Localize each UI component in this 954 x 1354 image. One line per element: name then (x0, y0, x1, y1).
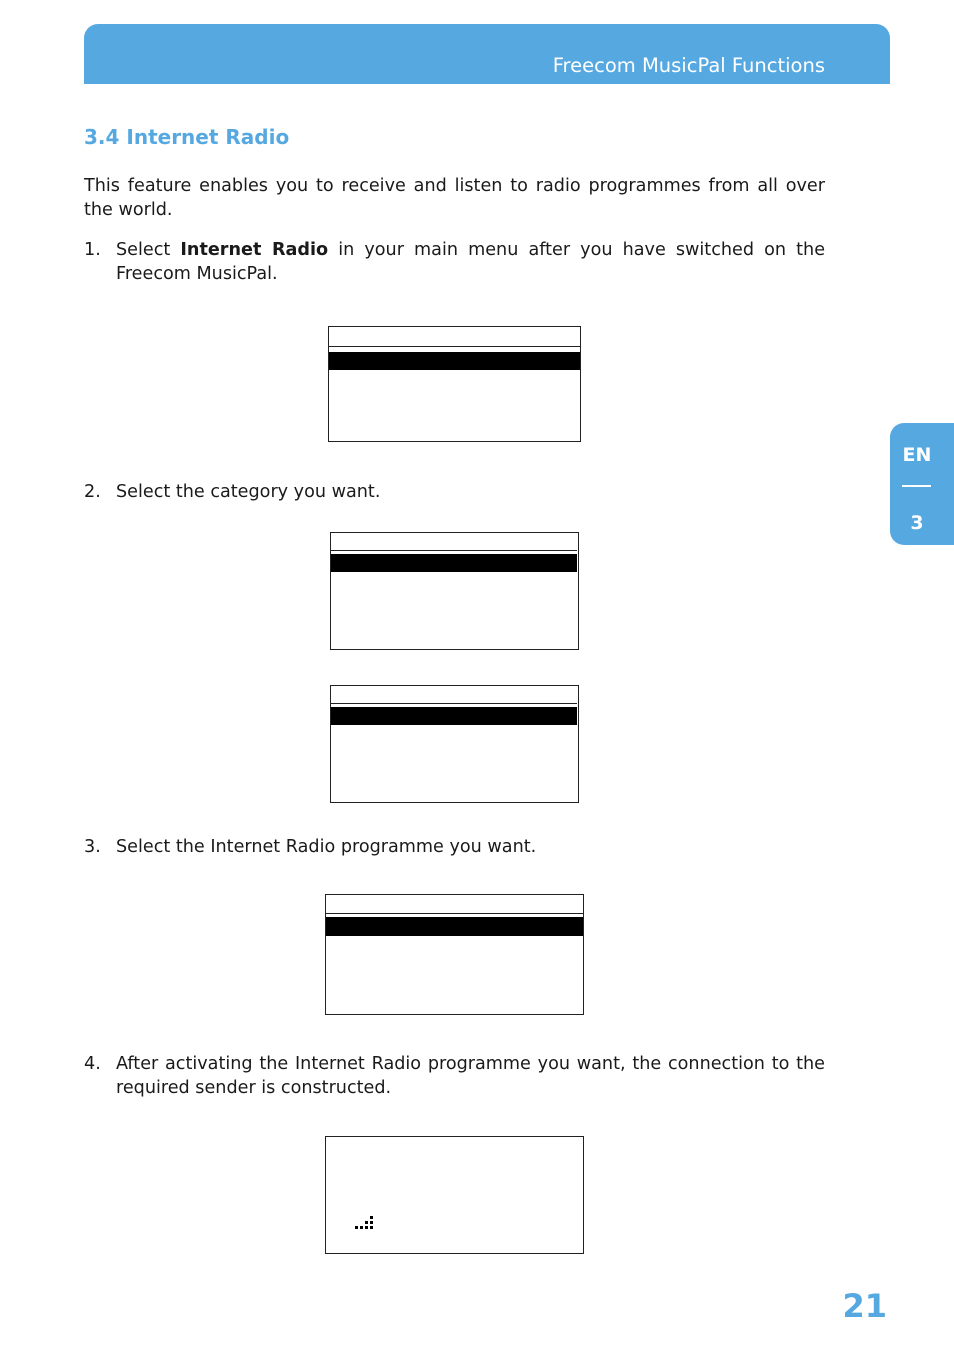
lcd-screen-subcategory (330, 685, 579, 803)
chapter-number: 3 (910, 512, 924, 534)
step-text: Select the category you want. (116, 482, 381, 502)
lcd-selected-row (329, 352, 580, 370)
step-text: Select Internet Radio in your main menu after you have switched on the Freecom MusicPal. (116, 240, 826, 284)
lcd-screen-category (330, 532, 579, 650)
lcd-selected-row (331, 707, 577, 725)
intro-paragraph: This feature enables you to receive and listen to radio programmes from all over the world. (84, 176, 825, 220)
lcd-screen-programme (325, 894, 584, 1015)
header-bar (84, 24, 890, 84)
lcd-selected-row (331, 554, 577, 572)
page-number: 21 (842, 1287, 887, 1325)
side-tab (890, 423, 954, 545)
loading-dots-icon (354, 1212, 374, 1230)
lcd-divider (329, 346, 580, 347)
step-number: 4. (84, 1054, 101, 1074)
header-title: Freecom MusicPal Functions (552, 54, 825, 77)
step-text: Select the Internet Radio programme you want. (116, 837, 537, 857)
lcd-screen-main-menu (328, 326, 581, 442)
section-title: 3.4 Internet Radio (84, 125, 290, 149)
internet-radio-label: Internet Radio (180, 240, 329, 260)
step-3 (84, 835, 825, 859)
step-2 (84, 480, 825, 504)
lcd-divider (331, 703, 577, 704)
step-4 (84, 1052, 825, 1100)
lcd-divider (331, 550, 577, 551)
step-1 (84, 238, 825, 286)
lcd-divider (326, 913, 583, 914)
side-tab-divider (902, 485, 931, 487)
lcd-selected-row (326, 917, 583, 936)
step-text: After activating the Internet Radio programme you want, the connection to the required sender is constructed. (116, 1054, 825, 1098)
step-number: 1. (84, 240, 101, 260)
language-label: EN (902, 444, 932, 466)
step-number: 3. (84, 837, 101, 857)
step-number: 2. (84, 482, 101, 502)
lcd-screen-connecting (325, 1136, 584, 1254)
